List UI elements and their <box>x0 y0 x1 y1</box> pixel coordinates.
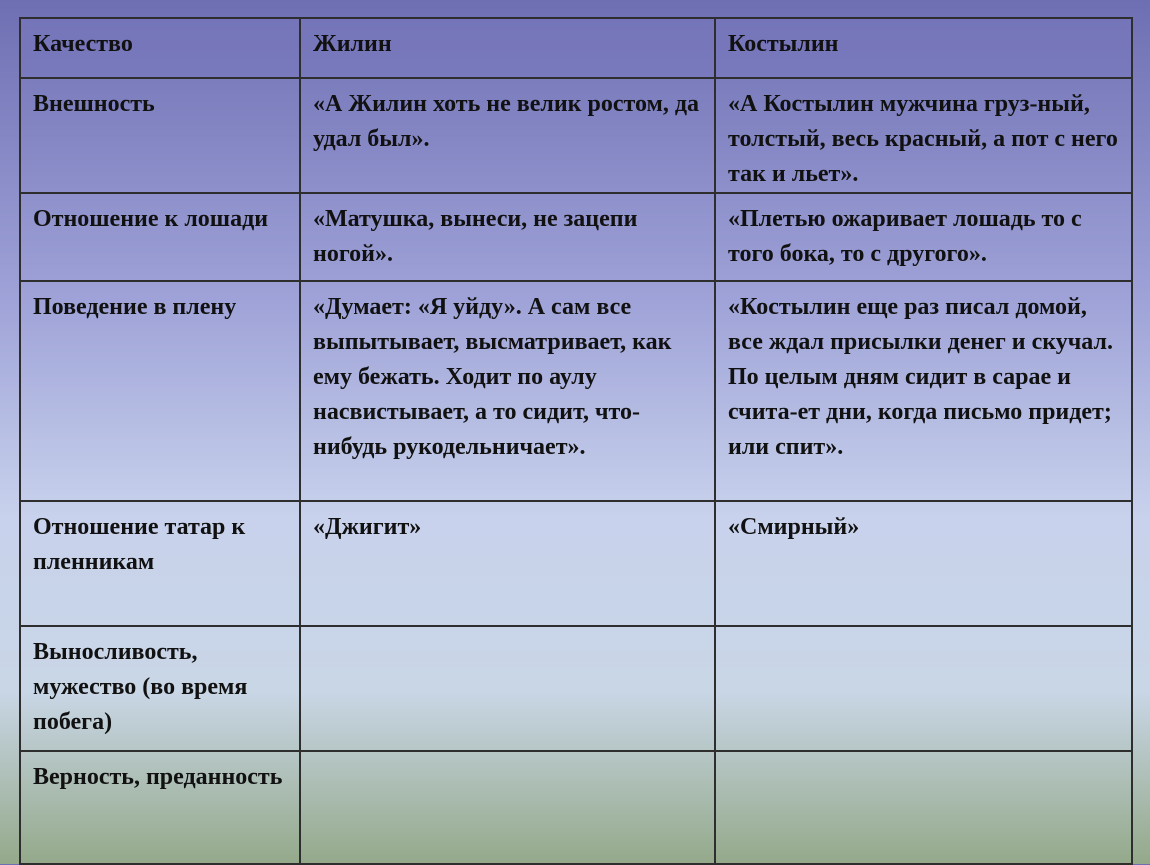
header-kostylin: Костылин <box>715 18 1132 78</box>
zhilin-cell: «А Жилин хоть не велик ростом, да удал был». <box>300 78 715 193</box>
table-row <box>20 751 1132 864</box>
kostylin-cell: «Смирный» <box>715 501 1132 626</box>
kostylin-cell <box>715 751 1132 864</box>
zhilin-cell <box>300 626 715 751</box>
kostylin-cell: «А Костылин мужчина груз-ный, толстый, весь красный, а пот с него так и льет». <box>715 78 1132 193</box>
quality-cell: Отношение татар к пленникам <box>20 501 300 626</box>
quality-cell: Верность, преданность <box>20 751 300 864</box>
quality-cell: Поведение в плену <box>20 281 300 501</box>
table-row <box>20 501 1132 626</box>
kostylin-cell: «Костылин еще раз писал домой, все ждал присылки денег и скучал. По целым дням сидит в сарае и счита-ет дни, когда письмо придет; или спит». <box>715 281 1132 501</box>
quality-cell: Отношение к лошади <box>20 193 300 281</box>
zhilin-cell <box>300 751 715 864</box>
table-row <box>20 193 1132 281</box>
header-row <box>20 18 1132 78</box>
quality-cell: Выносливость, мужество (во время побега) <box>20 626 300 751</box>
zhilin-cell: «Думает: «Я уйду». А сам все выпытывает, высматривает, как ему бежать. Ходит по аулу насвистывает, а то сидит, что-нибудь рукодельничает». <box>300 281 715 501</box>
kostylin-cell: «Плетью ожаривает лошадь то с того бока, то с другого». <box>715 193 1132 281</box>
kostylin-cell <box>715 626 1132 751</box>
header-quality: Качество <box>20 18 300 78</box>
table-row <box>20 281 1132 501</box>
table-row <box>20 626 1132 751</box>
zhilin-cell: «Матушка, вынеси, не зацепи ногой». <box>300 193 715 281</box>
table-row <box>20 78 1132 193</box>
zhilin-cell: «Джигит» <box>300 501 715 626</box>
comparison-table <box>19 17 1133 865</box>
header-zhilin: Жилин <box>300 18 715 78</box>
quality-cell: Внешность <box>20 78 300 193</box>
